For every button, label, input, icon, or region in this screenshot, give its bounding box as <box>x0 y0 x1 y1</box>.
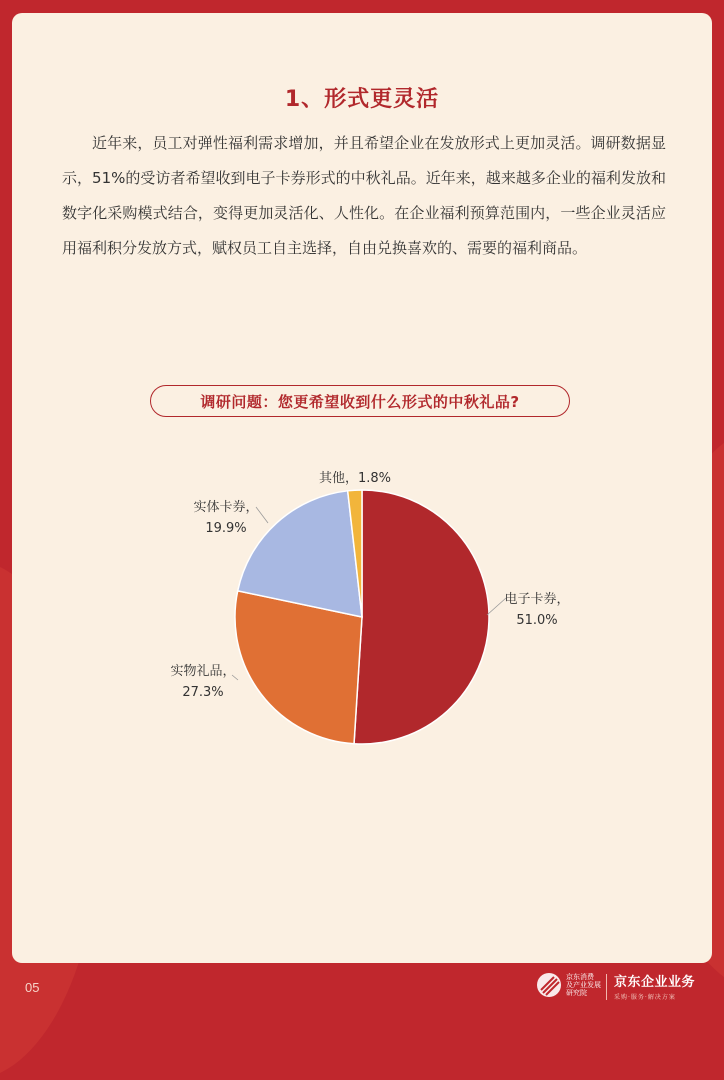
pie-label-name-2: 实物礼品， <box>170 664 236 679</box>
survey-question-text: 调研问题：您更希望收到什么形式的中秋礼品? <box>200 392 520 411</box>
jd-enterprise-title: 京东企业业务 <box>614 975 696 990</box>
page-number: 05 <box>25 980 40 995</box>
pie-label-value-3: 19.9% <box>205 521 247 536</box>
research-institute-name: 京东消费 及产业发展 研究院 <box>566 973 601 997</box>
pie-label-name-3: 实体卡券， <box>193 500 259 515</box>
stripe-logo-icon <box>536 972 562 998</box>
jd-enterprise-logo <box>614 971 695 1001</box>
jd-enterprise-subtitle: 采购·服务·解决方案 <box>614 994 676 1001</box>
leader-line-1 <box>487 598 506 615</box>
pie-label-value-2: 27.3% <box>182 685 224 700</box>
pie-slice-1 <box>354 490 489 744</box>
section-title: 1、形式更灵活 <box>284 87 440 112</box>
survey-question-pill <box>150 385 570 417</box>
research-institute-logo <box>536 972 601 998</box>
pie-label-value-1: 51.0% <box>516 613 558 628</box>
body-paragraph: 近年来，员工对弹性福利需求增加，并且希望企业在发放形式上更加灵活。调研数据显示，51%的受访者希望收到电子卡券形式的中秋礼品。近年来，越来越多企业的福利发放和数字化采购模式结合，变得更加灵活化、人性化。在企业福利预算范围内，一些企业灵活应用福利积分发放方式，赋权员工自主选择，自由兑换喜欢的、需要的福利商品。 <box>62 134 666 257</box>
pie-chart <box>0 440 724 760</box>
pie-slice-2 <box>235 591 362 744</box>
pie-label-4: 其他，1.8% <box>318 471 392 486</box>
pie-label-name-1: 电子卡券， <box>504 592 570 607</box>
logo-divider <box>606 974 607 1000</box>
